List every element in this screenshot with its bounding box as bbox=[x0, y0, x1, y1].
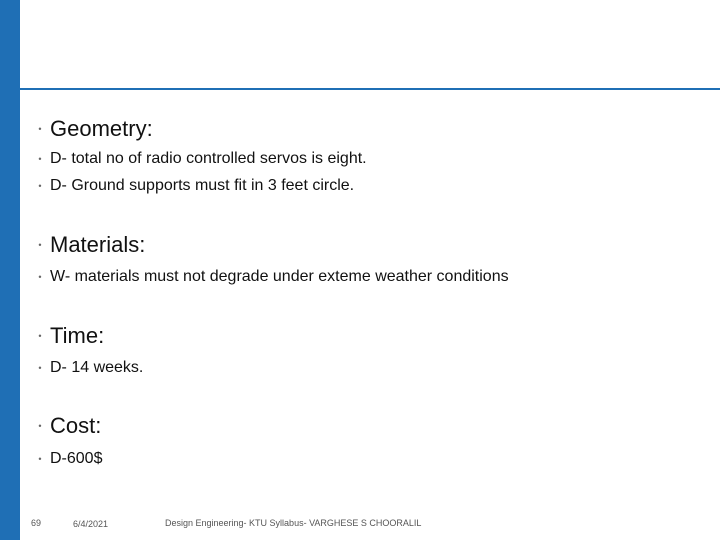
bullet-text: D-600$ bbox=[50, 450, 103, 467]
bullet-icon: • bbox=[38, 181, 42, 191]
bullet-item bbox=[30, 323, 104, 349]
section-heading: Cost: bbox=[50, 413, 102, 438]
bullet-item bbox=[30, 177, 354, 195]
bullet-text: W- materials must not degrade under exteme weather conditions bbox=[50, 268, 509, 285]
bullet-icon: • bbox=[38, 454, 42, 464]
bullet-text: D- total no of radio controlled servos is eight. bbox=[50, 150, 367, 167]
bullet-icon: • bbox=[38, 154, 42, 164]
bullet-item bbox=[30, 413, 101, 439]
bullet-text: D- 14 weeks. bbox=[50, 359, 144, 376]
bullet-icon: • bbox=[38, 363, 42, 373]
section-heading: Geometry: bbox=[50, 116, 153, 141]
section-heading: Materials: bbox=[50, 232, 146, 257]
bullet-icon: • bbox=[38, 240, 42, 250]
bullet-item bbox=[30, 116, 153, 142]
bullet-icon: • bbox=[38, 331, 42, 341]
footer-date: 6/4/2021 bbox=[73, 519, 109, 529]
bullet-item bbox=[30, 150, 367, 168]
bullet-icon: • bbox=[38, 124, 42, 134]
bullet-item bbox=[30, 268, 509, 286]
bullet-item bbox=[30, 450, 102, 468]
bullet-item bbox=[30, 232, 145, 258]
page-number: 69 bbox=[31, 518, 42, 528]
bullet-item bbox=[30, 359, 143, 377]
bullet-text: D- Ground supports must fit in 3 feet circle. bbox=[50, 177, 355, 194]
bullet-icon: • bbox=[38, 421, 42, 431]
footer-credit: Design Engineering- KTU Syllabus- VARGHESE S CHOORALIL bbox=[165, 518, 422, 528]
bullet-icon: • bbox=[38, 272, 42, 282]
section-heading: Time: bbox=[50, 323, 105, 348]
